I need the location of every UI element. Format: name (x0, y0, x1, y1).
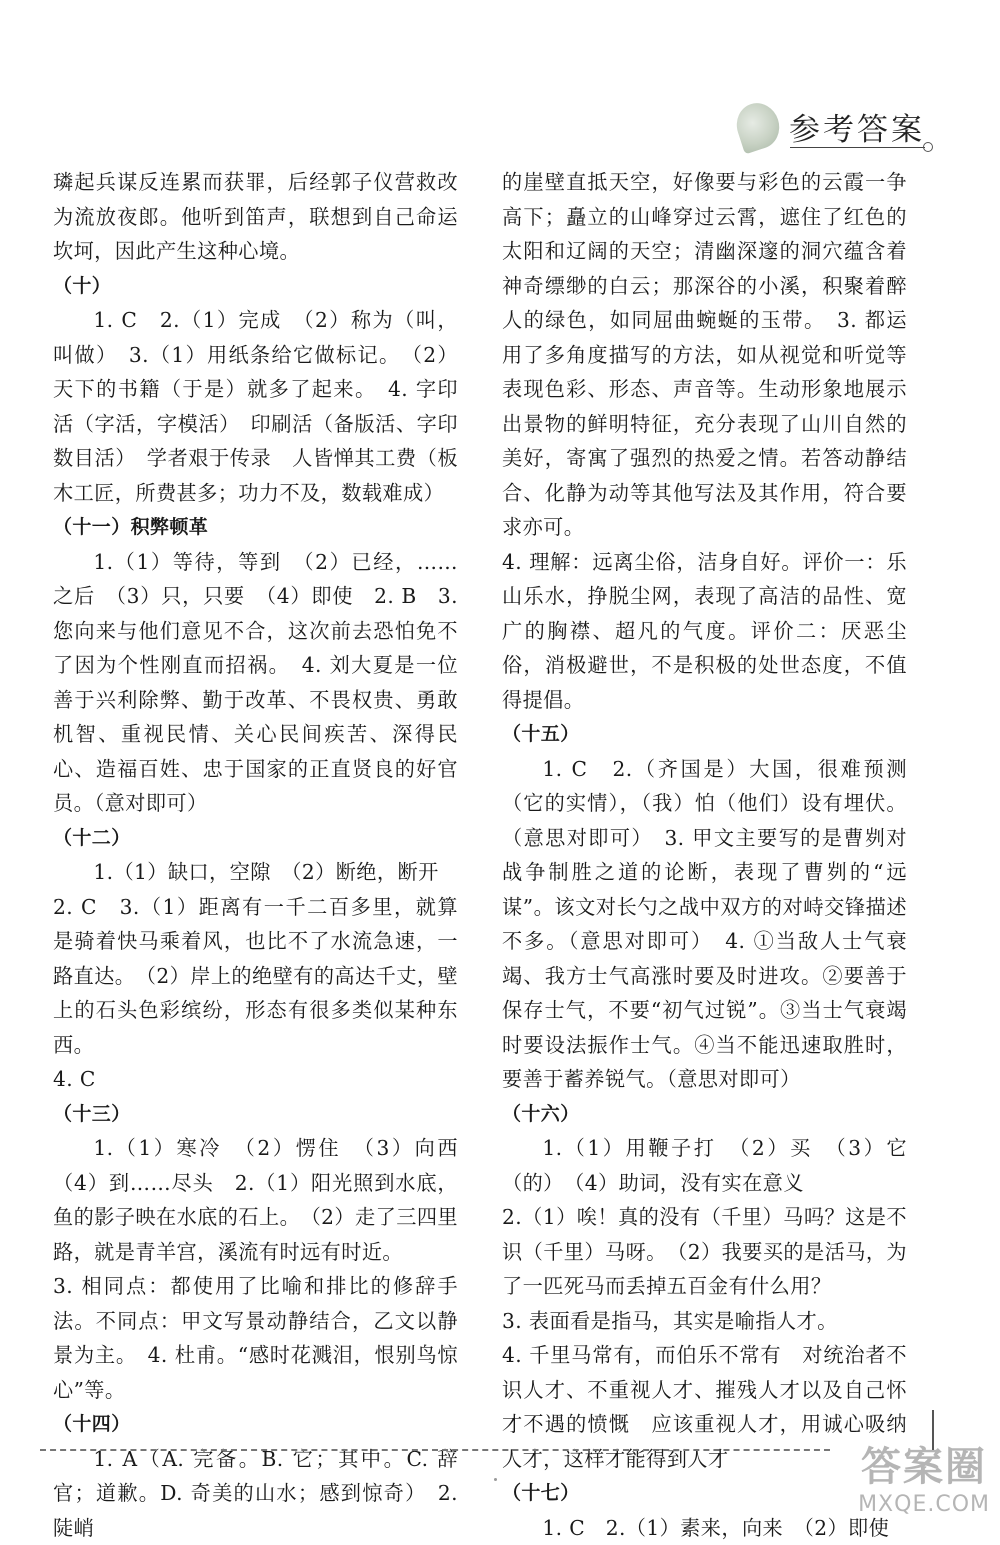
section-heading: （十四） (53, 1407, 458, 1442)
right-column (502, 165, 907, 1545)
section-heading: （十五） (502, 717, 907, 752)
answer-paragraph: 1.（1）缺口，空隙 （2）断绝，断开 (53, 855, 458, 890)
answer-paragraph: 1. C 2.（1）素来，向来 （2）即使 (502, 1511, 907, 1545)
answer-paragraph: 的崖壁直抵天空，好像要与彩色的云霞一争高下；矗立的山峰穿过云霄，遮住了红色的太阳和辽阔的天空；清幽深邃的洞穴蕴含着神奇缥缈的白云；那深谷的小溪，积聚着醉人的绿色，如同屈曲蜿蜒的玉带。 3. 都运用了多角度描写的方法，如从视觉和听觉等表现色彩、形态、声音等。生动形象地展示出景物的鲜明特征，充分表现了山川自然的美好，寄寓了强烈的热爱之情。若答动静结合、化静为动等其他写法及其作用，符合要求亦可。 (502, 165, 907, 545)
answer-paragraph: 2. C 3.（1）距离有一千二百多里，就算是骑着快马乘着风，也比不了水流急速，一路直达。 （2）岸上的绝壁有的高达千丈，壁上的石头色彩缤纷，形态有很多类似某种东西。 (53, 890, 458, 1063)
section-heading: （十） (53, 269, 458, 304)
watermark-logo (858, 1435, 990, 1517)
answer-paragraph: 4. 千里马常有，而伯乐不常有 对统治者不识人才、不重视人才、摧残人才以及自己怀才不遇的愤慨 应该重视人才，用诚心吸纳人才，这样才能得到人才 (502, 1338, 907, 1476)
header-dot (923, 142, 933, 152)
footer-dot (494, 1478, 497, 1481)
answer-paragraph: 1.（1）用鞭子打 （2）买 （3）它（的） （4）助词，没有实在意义 (502, 1131, 907, 1200)
left-column (53, 165, 458, 1545)
section-heading: （十三） (53, 1097, 458, 1132)
answer-paragraph: 璘起兵谋反连累而获罪，后经郭子仪营救改为流放夜郎。他听到笛声，联想到自己命运坎坷，因此产生这种心境。 (53, 165, 458, 269)
answer-paragraph: 4. C (53, 1062, 458, 1097)
answer-paragraph: 1. A（A. 完备。B. 它；其中。C. 辞官；道歉。D. 奇美的山水；感到惊奇） 2. 陡峭 (53, 1442, 458, 1545)
answer-paragraph: 2.（1）唉！真的没有（千里）马吗？这是不识（千里）马呀。 （2）我要买的是活马，为了一匹死马而丢掉五百金有什么用？ (502, 1200, 907, 1304)
answer-paragraph: 1. C 2.（1）完成 （2）称为（叫，叫做） 3.（1）用纸条给它做标记。 （2）天下的书籍（于是）就多了起来。 4. 字印活（字活，字模活） 印刷活（备版活、字印数目活） 学者艰于传录 人皆惮其工费（板木工匠，所费甚多；功力不及，数载难成） (53, 303, 458, 510)
section-heading: （十六） (502, 1097, 907, 1132)
watermark-bottom: MXQE.COM (858, 1492, 990, 1517)
section-heading: （十二） (53, 821, 458, 856)
header-rule (790, 147, 925, 148)
watermark-top: 答案圈 (858, 1435, 990, 1492)
header-title: 参考答案 (789, 104, 925, 149)
header-box (737, 103, 925, 149)
answer-paragraph: 1. C 2.（齐国是）大国，很难预测（它的实情），（我）怕（他们）设有埋伏。（意思对即可） 3. 甲文主要写的是曹刿对战争制胜之道的论断，表现了曹刿的“远谋”。该文对长勺之战中双方的对峙交锋描述不多。（意思对即可） 4. ①当敌人士气衰竭、我方士气高涨时要及时进攻。②要善于保存士气，不要“初气过锐”。③当士气衰竭时要设法振作士气。④当不能迅速取胜时，要善于蓄养锐气。（意思对即可） (502, 752, 907, 1097)
answer-paragraph: 1.（1）等待，等到 （2）已经，……之后 （3）只，只要 （4）即使 2. B 3. 您向来与他们意见不合，这次前去恐怕免不了因为个性刚直而招祸。 4. 刘大夏是一位善于兴利除弊、勤于改革、不畏权贵、勇敢机智、重视民情、关心民间疾苦、深得民心、造福百姓、忠于国家的正直贤良的好官员。（意对即可） (53, 545, 458, 821)
leaf-icon (731, 98, 785, 155)
section-heading: （十一）积弊顿革 (53, 510, 458, 545)
section-heading: （十七） (502, 1476, 907, 1511)
answer-paragraph: 3. 相同点：都使用了比喻和排比的修辞手法。不同点：甲文写景动静结合，乙文以静景为主。 4. 杜甫。“感时花溅泪，恨别鸟惊心”等。 (53, 1269, 458, 1407)
footer-dashed-line (40, 1449, 830, 1451)
answer-paragraph: 3. 表面看是指马，其实是喻指人才。 (502, 1304, 907, 1339)
answer-paragraph: 1.（1）寒冷 （2）愣住 （3）向西 （4）到……尽头 2.（1）阳光照到水底，鱼的影子映在水底的石上。 （2）走了三四里路，就是青羊宫，溪流有时远有时近。 (53, 1131, 458, 1269)
answer-paragraph: 4. 理解：远离尘俗，洁身自好。评价一：乐山乐水，挣脱尘网，表现了高洁的品性、宽广的胸襟、超凡的气度。评价二：厌恶尘俗，消极避世，不是积极的处世态度，不值得提倡。 (502, 545, 907, 718)
